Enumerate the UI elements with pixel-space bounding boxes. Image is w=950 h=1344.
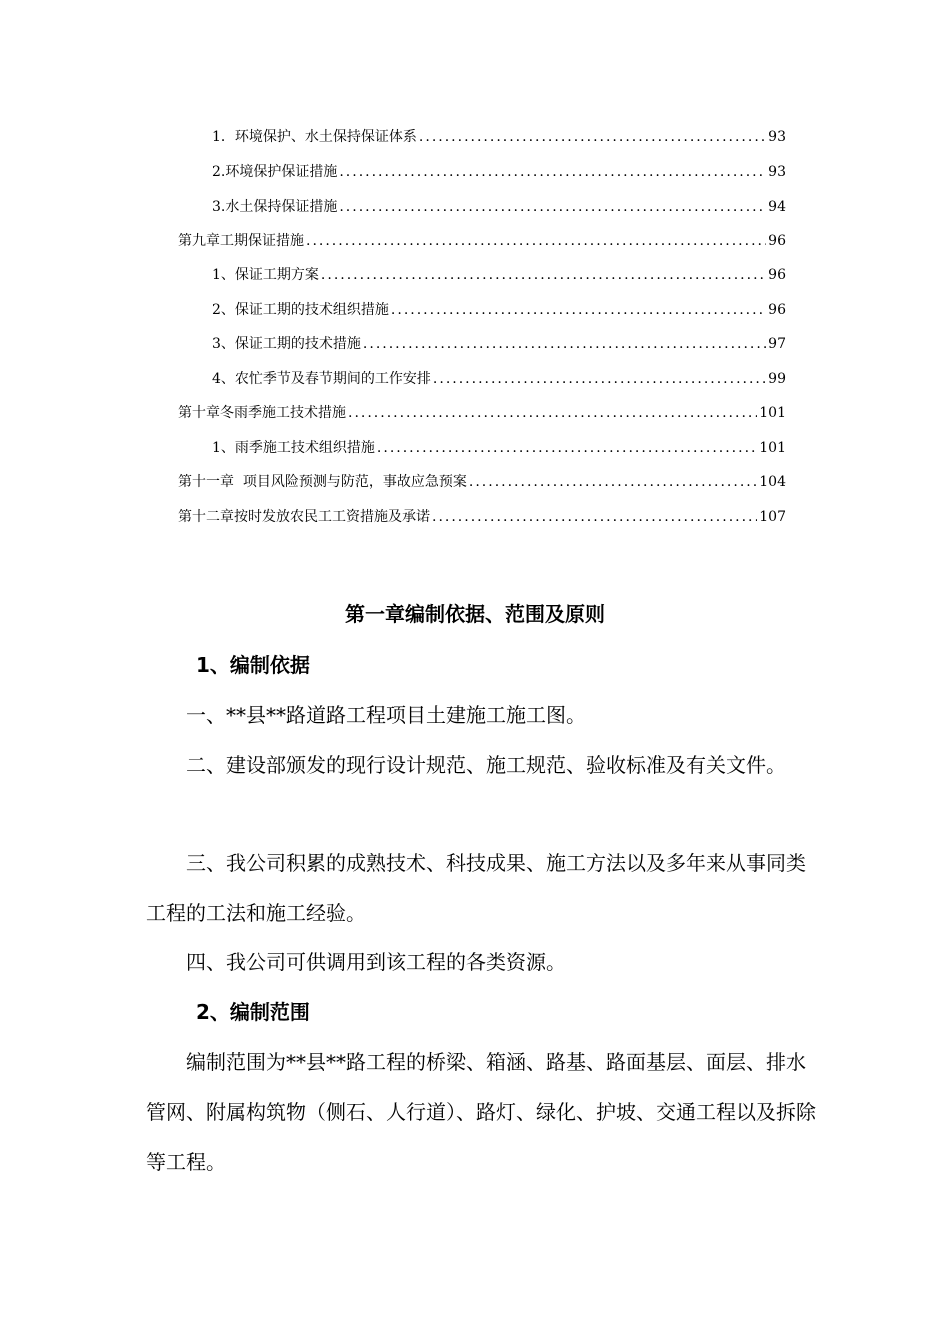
toc-entry-title: 3.水土保持保证措施 <box>212 199 338 215</box>
toc-entry-page: 104 <box>759 474 786 490</box>
toc-leader-dots <box>432 504 757 530</box>
toc-entry-page: 101 <box>759 440 786 456</box>
scope-paragraph: 编制范围为**县**路工程的桥梁、箱涵、路基、路面基层、面层、排水管网、附属构筑物（侧石、人行道）、路灯、绿化、护坡、交通工程以及拆除等工程。 <box>146 1050 816 1174</box>
toc-entry[interactable] <box>212 331 786 357</box>
toc-leader-dots <box>363 331 766 357</box>
toc-entry-title: 第九章工期保证措施 <box>178 233 304 249</box>
toc-leader-dots <box>339 159 766 185</box>
toc-entry-page: 96 <box>768 267 786 283</box>
toc-entry-page: 99 <box>768 371 786 387</box>
toc-entry-page: 107 <box>759 509 786 525</box>
toc-entry-title: 第十章冬雨季施工技术措施 <box>178 405 346 421</box>
chapter-title: 第一章编制依据、范围及原则 <box>345 602 605 626</box>
toc-leader-dots <box>391 297 766 323</box>
basis-item: 二、建设部颁发的现行设计规范、施工规范、验收标准及有关文件。 <box>186 753 786 777</box>
toc-entry-title: 2.环境保护保证措施 <box>212 164 338 180</box>
toc-leader-dots <box>469 469 757 495</box>
basis-item: 一、**县**路道路工程项目土建施工施工图。 <box>186 703 586 727</box>
toc-leader-dots <box>433 366 766 392</box>
toc-leader-dots <box>419 124 766 150</box>
toc-entry-title: 1、保证工期方案 <box>212 267 319 283</box>
toc-entry[interactable] <box>212 297 786 323</box>
section-heading-basis: 1、编制依据 <box>196 653 310 677</box>
basis-item: 三、我公司积累的成熟技术、科技成果、施工方法以及多年来从事同类工程的工法和施工经验。 <box>146 851 806 925</box>
toc-entry[interactable] <box>178 504 786 530</box>
toc-entry[interactable] <box>212 159 786 185</box>
toc-entry-title: 2、保证工期的技术组织措施 <box>212 302 389 318</box>
toc-entry-title: 第十一章 项目风险预测与防范，事故应急预案 <box>178 474 467 490</box>
toc-entry-page: 94 <box>768 199 786 215</box>
toc-entry-page: 96 <box>768 302 786 318</box>
toc-entry-title: 4、农忙季节及春节期间的工作安排 <box>212 371 431 387</box>
toc-entry[interactable] <box>178 469 786 495</box>
basis-item: 四、我公司可供调用到该工程的各类资源。 <box>186 950 566 974</box>
toc-entry[interactable] <box>178 400 786 426</box>
toc-entry-page: 93 <box>768 129 786 145</box>
toc-entry[interactable] <box>212 194 786 220</box>
toc-entry[interactable] <box>212 124 786 150</box>
toc-leader-dots <box>339 194 766 220</box>
toc-entry-page: 97 <box>768 336 786 352</box>
toc-entry-title: 第十二章按时发放农民工工资措施及承诺 <box>178 509 430 525</box>
toc-entry-title: 1、雨季施工技术组织措施 <box>212 440 375 456</box>
toc-leader-dots <box>377 435 757 461</box>
toc-entry[interactable] <box>178 228 786 254</box>
section-heading-scope: 2、编制范围 <box>196 1000 310 1024</box>
toc-entry[interactable] <box>212 366 786 392</box>
toc-entry[interactable] <box>212 262 786 288</box>
toc-entry-title: 1．环境保护、水土保持保证体系 <box>212 129 417 145</box>
toc-leader-dots <box>348 400 757 426</box>
toc-entry-title: 3、保证工期的技术措施 <box>212 336 361 352</box>
toc-entry-page: 93 <box>768 164 786 180</box>
toc-entry[interactable] <box>212 435 786 461</box>
toc-leader-dots <box>306 228 766 254</box>
toc-entry-page: 101 <box>759 405 786 421</box>
toc-entry-page: 96 <box>768 233 786 249</box>
toc-leader-dots <box>321 262 766 288</box>
